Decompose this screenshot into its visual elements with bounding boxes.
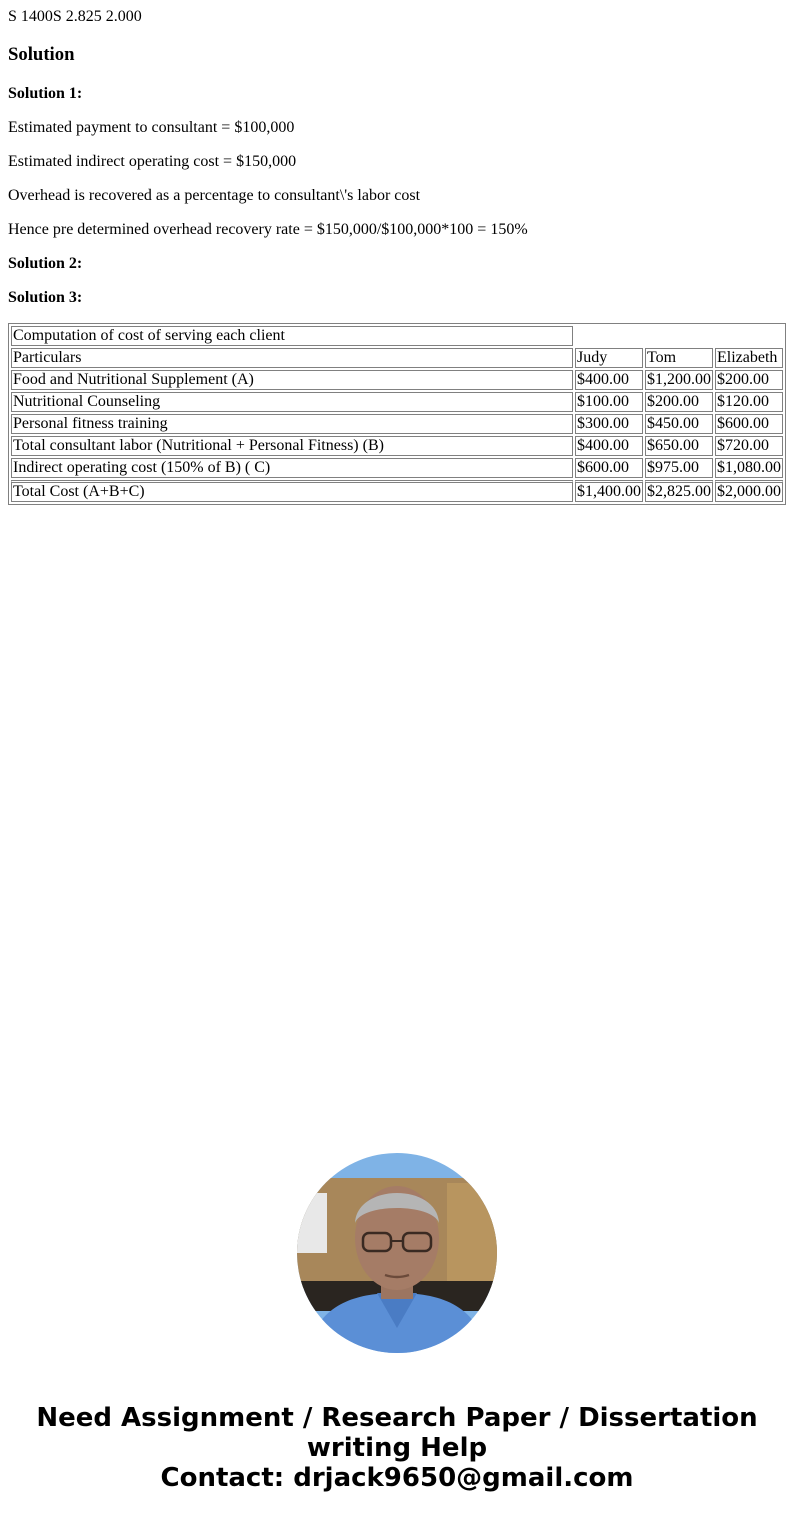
cell-judy: $400.00 (575, 370, 643, 390)
promo-line-1: Need Assignment / Research Paper / Dissertation (36, 1403, 758, 1433)
promo-contact: Contact: drjack9650@gmail.com (160, 1463, 634, 1493)
cell-judy: $100.00 (575, 392, 643, 412)
table-caption-row (11, 326, 783, 346)
person-photo-icon (297, 1153, 497, 1353)
cell-tom: $975.00 (645, 458, 713, 478)
table-row (11, 392, 783, 412)
table-header-row (11, 348, 783, 368)
cell-tom: $450.00 (645, 414, 713, 434)
cell-judy: $300.00 (575, 414, 643, 434)
row-label: Personal fitness training (11, 414, 573, 434)
cell-elizabeth: $1,080.00 (717, 459, 781, 476)
header-particulars: Particulars (11, 348, 573, 368)
solution-1-line-1: Estimated payment to consultant = $100,000 (8, 119, 295, 136)
header-values-line: S 1400S 2.825 2.000 (8, 8, 142, 25)
cell-elizabeth: $720.00 (715, 436, 783, 456)
solution-3-title: Solution 3: (8, 289, 83, 306)
solution-2-title: Solution 2: (8, 255, 83, 272)
header-judy: Judy (575, 348, 643, 368)
table-row (11, 370, 783, 390)
cell-judy: $400.00 (575, 436, 643, 456)
avatar (297, 1153, 497, 1353)
cell-elizabeth: $200.00 (715, 370, 783, 390)
header-tom: Tom (645, 348, 713, 368)
table-row (11, 414, 783, 434)
total-label: Total Cost (A+B+C) (11, 480, 573, 502)
header-elizabeth: Elizabeth (715, 348, 783, 368)
row-label: Food and Nutritional Supplement (A) (11, 370, 573, 390)
table-row (11, 436, 783, 456)
cell-tom: $200.00 (645, 392, 713, 412)
total-tom: $2,825.00 (645, 480, 713, 502)
cell-elizabeth: $120.00 (715, 392, 783, 412)
cell-tom: $650.00 (645, 436, 713, 456)
row-label: Nutritional Counseling (11, 392, 573, 412)
cost-computation-table (8, 323, 786, 505)
solution-1-title: Solution 1: (8, 85, 83, 102)
solution-1-line-2: Estimated indirect operating cost = $150,000 (8, 153, 297, 170)
solution-heading: Solution (8, 44, 75, 65)
cell-tom: $1,200.00 (647, 371, 711, 388)
promo-banner (0, 1403, 794, 1493)
total-elizabeth: $2,000.00 (715, 480, 783, 502)
row-label: Indirect operating cost (150% of B) ( C) (11, 458, 573, 478)
table-total-row (11, 480, 783, 502)
cell-judy: $600.00 (575, 458, 643, 478)
table-row (11, 458, 783, 478)
solution-1-line-3: Overhead is recovered as a percentage to consultant\'s labor cost (8, 187, 421, 204)
solution-1-line-4: Hence pre determined overhead recovery rate = $150,000/$100,000*100 = 150% (8, 221, 528, 238)
row-label: Total consultant labor (Nutritional + Personal Fitness) (B) (11, 436, 573, 456)
promo-line-2: writing Help (306, 1433, 488, 1463)
cell-elizabeth: $600.00 (715, 414, 783, 434)
total-judy: $1,400.00 (575, 480, 643, 502)
table-caption: Computation of cost of serving each client (11, 326, 573, 346)
